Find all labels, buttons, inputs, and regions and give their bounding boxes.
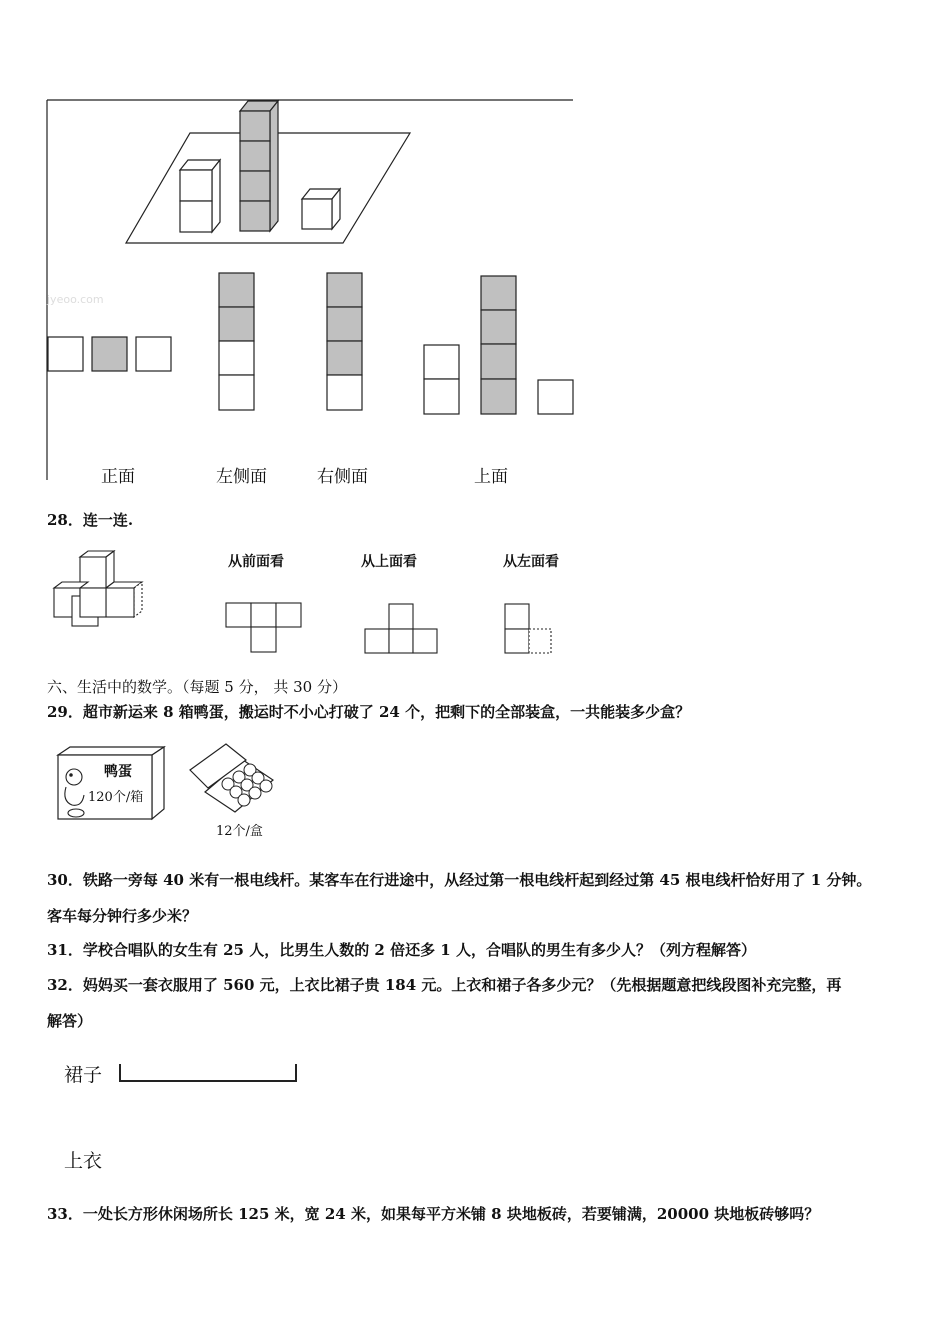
q32-line1: 32．妈妈买一套衣服用了 560 元，上衣比裙子贵 184 元。上衣和裙子各多少元？（先根据题意把线段图补充完整，再: [47, 976, 842, 994]
front-view: [48, 337, 171, 371]
egg-carton-label: 12个/盒: [216, 824, 263, 839]
q28-label-top: 从上面看: [361, 554, 417, 570]
egg-box-title: 鸭蛋: [104, 764, 132, 780]
label-right-side: 右侧面: [317, 467, 368, 487]
segment-label-top: 上衣: [64, 1150, 103, 1172]
label-left-side: 左侧面: [216, 467, 267, 487]
q29-egg-box: [52, 743, 168, 825]
q32-line2: 解答）: [47, 1012, 93, 1030]
q30-line2: 客车每分钟行多少米？: [47, 907, 198, 925]
segment-skirt: [115, 1060, 305, 1086]
right-side-view: [327, 273, 362, 410]
q28-label-left: 从左面看: [503, 554, 559, 570]
q28-view-top: [362, 602, 442, 657]
label-top: 上面: [474, 467, 508, 487]
q28-label-front: 从前面看: [228, 554, 284, 570]
q28-title: 28．连一连.: [47, 511, 134, 529]
cube-stack-left: [180, 160, 220, 232]
q29-egg-carton: [186, 740, 282, 820]
q30-line1: 30．铁路一旁每 40 米有一根电线杆。某客车在行进途中，从经过第一根电线杆起到经过第 45 根电线杆恰好用了 1 分钟。: [47, 871, 872, 889]
q33-text: 33．一处长方形休闲场所长 125 米，宽 24 米，如果每平方米铺 8 块地板砖，若要铺满，20000 块地板砖够吗？: [47, 1205, 820, 1223]
label-front: 正面: [101, 467, 135, 487]
egg-box-quantity: 120个/箱: [88, 790, 144, 805]
q28-solid-figure: [48, 548, 148, 630]
q31-text: 31．学校合唱队的女生有 25 人，比男生人数的 2 倍还多 1 人，合唱队的男生有多少人？（列方程解答）: [47, 941, 756, 959]
top-view: [424, 276, 573, 414]
cube-stack-tall: [240, 101, 278, 231]
q29-text: 29．超市新运来 8 箱鸭蛋，搬运时不小心打破了 24 个，把剩下的全部装盒，一共能装多少盒？: [47, 703, 691, 721]
watermark: jyeoo.com: [47, 293, 104, 306]
q28-view-front: [224, 600, 304, 655]
segment-label-skirt: 裙子: [64, 1064, 103, 1086]
section6-title: 六、生活中的数学。（每题 5 分， 共 30 分）: [47, 678, 347, 696]
q28-view-left: [502, 602, 557, 657]
left-side-view: [219, 273, 254, 410]
cube-single: [302, 189, 340, 229]
q27-figure: [40, 95, 585, 485]
